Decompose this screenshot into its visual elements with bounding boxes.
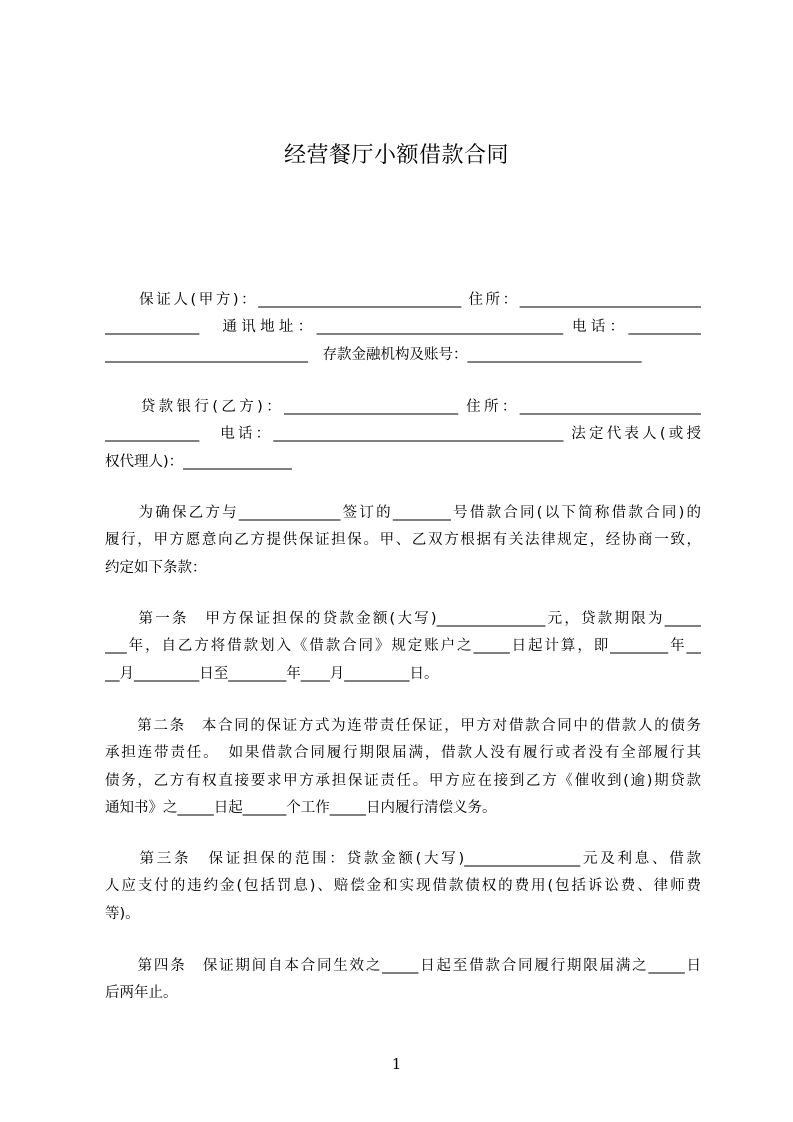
paragraph-line: 贷款银行(乙方)：________________________ 住所：_________________________ bbox=[105, 399, 701, 415]
article-1 bbox=[105, 606, 701, 688]
paragraph-line: 第二条 本合同的保证方式为连带责任保证，甲方对借款合同中的借款人的债务 bbox=[105, 718, 701, 734]
guarantor-paragraph bbox=[105, 287, 701, 369]
paragraph-line: 等)。 bbox=[105, 905, 140, 922]
document-title: 经营餐厅小额借款合同 bbox=[283, 143, 509, 168]
paragraph-line: 履行，甲方愿意向乙方提供保证担保。甲、乙双方根据有关法律规定，经协商一致， bbox=[105, 532, 701, 549]
paragraph-line: ____________________________ 存款金融机构及账号：________________________ bbox=[105, 346, 642, 363]
paragraph-line: _____________ 电话：________________________________________ 法定代表人(或授 bbox=[105, 426, 701, 443]
page-number: 1 bbox=[391, 1055, 402, 1073]
paragraph-line: 债务，乙方有权直接要求甲方承担保证责任。甲方应在接到乙方《催收到(逾)期贷款 bbox=[105, 772, 701, 789]
paragraph-line: 第一条 甲方保证担保的贷款金额(大写)_______________元，贷款期限为_____ bbox=[105, 611, 701, 627]
paragraph-line: 为确保乙方与______________签订的________号借款合同(以下简称借款合同)的 bbox=[105, 505, 701, 521]
paragraph-line: 约定如下条款： bbox=[105, 559, 207, 576]
paragraph-line: 人应支付的违约金(包括罚息)、赔偿金和实现借款债权的费用(包括诉讼费、律师费 bbox=[105, 878, 701, 895]
paragraph-line: 保证人(甲方)：____________________________ 住所：_________________________ bbox=[105, 292, 701, 308]
article-2 bbox=[105, 713, 701, 822]
paragraph-line: 第四条 保证期间自本合同生效之_____日起至借款合同履行期限届满之_____日 bbox=[105, 958, 701, 974]
paragraph-line: 第三条 保证担保的范围：贷款金额(大写)________________元及利息、借款 bbox=[105, 851, 701, 867]
paragraph-line: ___年，自乙方将借款划入《借款合同》规定账户之_____日起计算，即________年__ bbox=[105, 638, 701, 655]
paragraph-line: 承担连带责任。 如果借款合同履行期限届满，借款人没有履行或者没有全部履行其 bbox=[105, 745, 701, 762]
preamble-paragraph bbox=[105, 500, 701, 582]
paragraph-line: _____________ 通讯地址：__________________________________ 电话：__________ bbox=[105, 319, 701, 336]
paragraph-line: 后两年止。 bbox=[105, 985, 178, 1002]
lender-paragraph bbox=[105, 394, 701, 476]
paragraph-line: 权代理人)：_______________ bbox=[105, 453, 292, 470]
paragraph-line: __月_________日至________年____月_________日。 bbox=[105, 665, 439, 682]
article-4 bbox=[105, 953, 701, 1008]
paragraph-line: 通知书》之_____日起______个工作_____日内履行清偿义务。 bbox=[105, 799, 497, 816]
article-3 bbox=[105, 846, 701, 928]
